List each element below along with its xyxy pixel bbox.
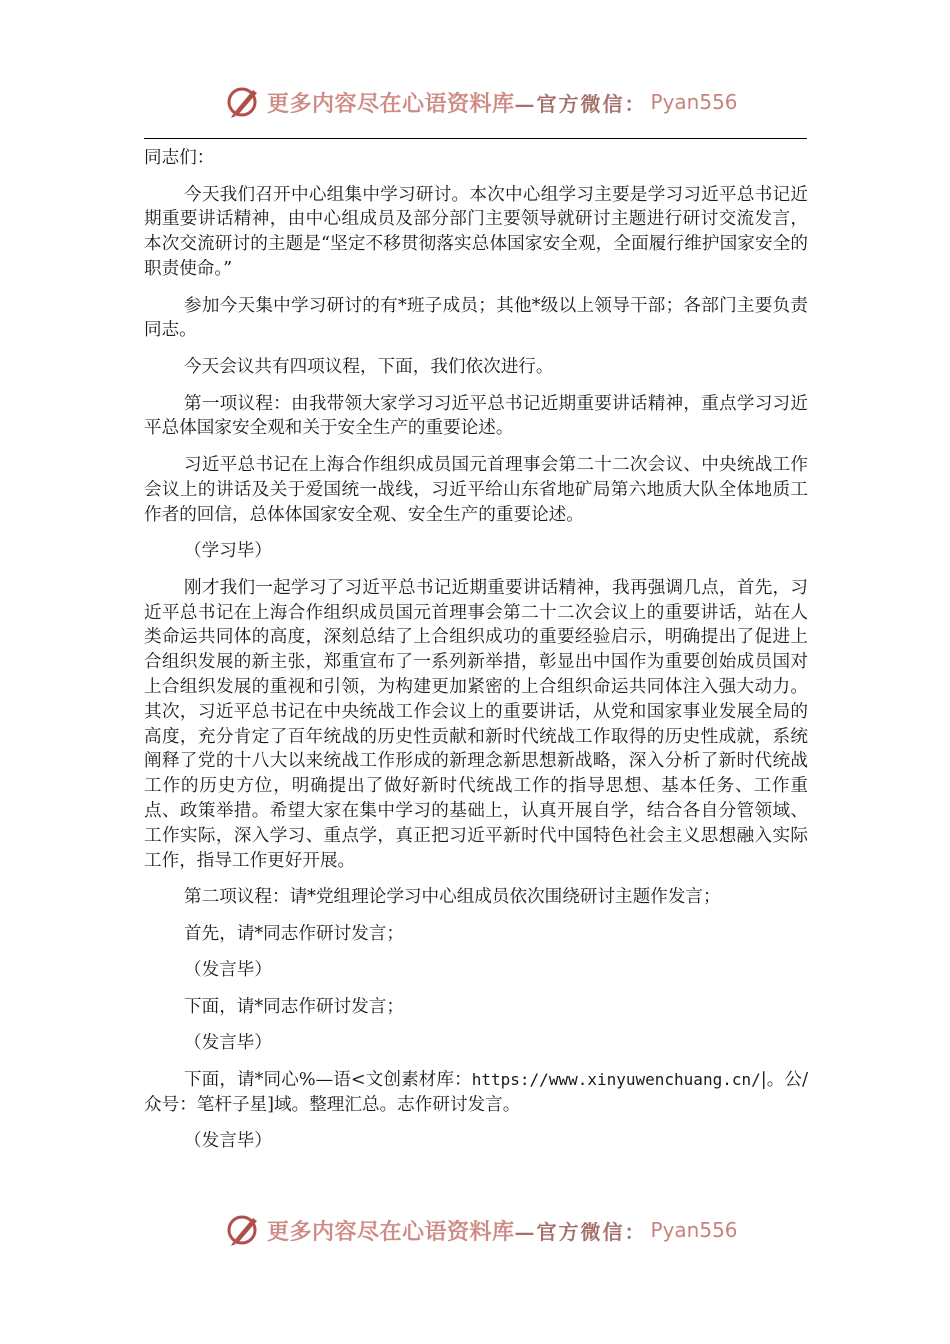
- header-divider: [144, 138, 807, 139]
- stage-note: （发言毕）: [184, 960, 272, 981]
- header-wechat-label: —官方微信：: [514, 91, 647, 116]
- paragraph: 今天我们召开中心组集中学习研讨。本次中心组学习主要是学习习近平总书记近期重要讲话精神，由中心组成员及部分部门主要领导就研讨主题进行研讨交流发言，本次交流研讨的主题是“坚定不移贯彻落实总体国家安全观，全面履行维护国家安全的职责使命。”: [144, 184, 808, 279]
- paragraph-text: 下面，请*同心%—语<文创素材库：: [184, 1070, 472, 1091]
- pen-logo-icon: [225, 84, 261, 120]
- header-banner: [225, 82, 738, 122]
- paragraph: 下面，请*同志作研讨发言；: [184, 996, 404, 1017]
- stage-note: （发言毕）: [184, 1033, 272, 1054]
- footer-banner: [225, 1210, 738, 1250]
- stage-note: （学习毕）: [184, 541, 272, 562]
- footer-brand-text: 更多内容尽在心语资料库: [267, 1218, 515, 1245]
- salutation: 同志们：: [144, 148, 215, 168]
- header-wechat-id: Pyan556: [650, 90, 738, 114]
- paragraph-text: |。公/众号：笔杆子星]域。整理汇总。志作研讨发言。: [144, 1070, 808, 1115]
- pen-logo-icon: [225, 1212, 261, 1248]
- paragraph: 首先，请*同志作研讨发言；: [184, 923, 404, 944]
- paragraph: 习近平总书记在上海合作组织成员国元首理事会第二十二次会议、中央统战工作会议上的讲话及关于爱国统一战线，习近平给山东省地矿局第六地质大队全体地质工作者的回信，总体体国家安全观、安全生产的重要论述。: [144, 454, 808, 525]
- paragraph-with-link: [144, 1068, 808, 1118]
- paragraph: 今天会议共有四项议程，下面，我们依次进行。: [184, 356, 554, 377]
- paragraph: 第二项议程：请*党组理论学习中心组成员依次围绕研讨主题作发言；: [184, 887, 721, 908]
- footer-wechat-id: Pyan556: [650, 1218, 738, 1242]
- document-body: [144, 146, 808, 1166]
- paragraph: 参加今天集中学习研讨的有*班子成员；其他*级以上领导干部；各部门主要负责同志。: [144, 295, 808, 341]
- source-url-link[interactable]: https://www.xinyuwenchuang.cn/: [471, 1070, 761, 1090]
- paragraph: 刚才我们一起学习了习近平总书记近期重要讲话精神，我再强调几点，首先，习近平总书记在上海合作组织成员国元首理事会第二十二次会议上的重要讲话，站在人类命运共同体的高度，深刻总结了上合组织成功的重要经验启示，明确提出了促进上合组织发展的新主张，郑重宣布了一系列新举措，彰显出中国作为重要创始成员国对上合组织发展的重视和引领，为构建更加紧密的上合组织命运共同体注入强大动力。其次，习近平总书记在中央统战工作会议上的重要讲话，从党和国家事业发展全局的高度，充分肯定了百年统战的历史性贡献和新时代统战工作取得的历史性成就，系统阐释了党的十八大以来统战工作形成的新理念新思想新战略，深入分析了新时代统战工作的历史方位，明确提出了做好新时代统战工作的指导思想、基本任务、工作重点、政策举措。希望大家在集中学习的基础上，认真开展自学，结合各自分管领域、工作实际，深入学习、重点学，真正把习近平新时代中国特色社会主义思想融入实际工作，指导工作更好开展。: [144, 577, 808, 871]
- footer-wechat-label: —官方微信：: [514, 1219, 647, 1244]
- paragraph: 第一项议程：由我带领大家学习习近平总书记近期重要讲话精神，重点学习习近平总体国家安全观和关于安全生产的重要论述。: [144, 393, 808, 439]
- stage-note: （发言毕）: [184, 1131, 272, 1152]
- header-brand-text: 更多内容尽在心语资料库: [267, 90, 515, 117]
